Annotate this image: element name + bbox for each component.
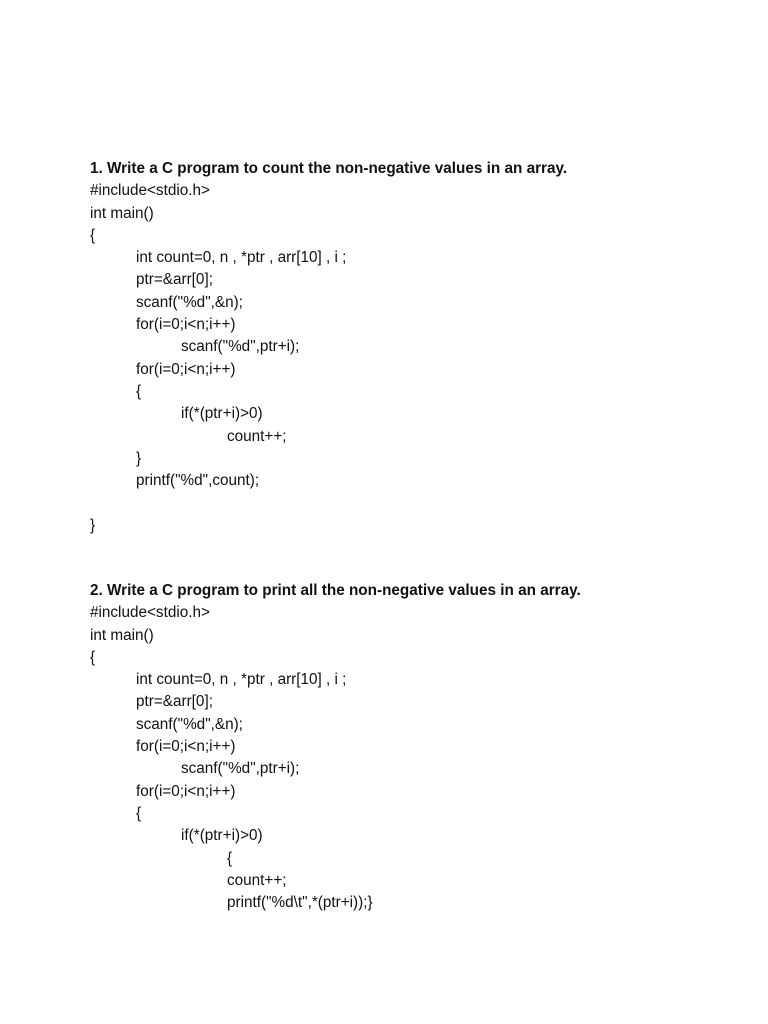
blank-line (90, 492, 750, 514)
code-line: { (136, 382, 142, 400)
code-line: int main() (90, 626, 154, 644)
code-line: { (227, 849, 233, 867)
code-line: #include<stdio.h> (90, 604, 210, 622)
code-line: printf("%d\t",*(ptr+i));} (227, 894, 373, 912)
code-line: for(i=0;i<n;i++) (136, 782, 236, 800)
question-heading: 1. Write a C program to count the non-negative values in an array. (90, 160, 568, 177)
code-line: } (136, 449, 142, 467)
code-line: #include<stdio.h> (90, 182, 210, 200)
code-line: for(i=0;i<n;i++) (136, 738, 236, 756)
code-line: if(*(ptr+i)>0) (181, 405, 263, 423)
question-1 (90, 158, 750, 537)
code-line: } (90, 516, 96, 534)
code-line: int count=0, n , *ptr , arr[10] , i ; (136, 671, 347, 689)
code-line: ptr=&arr[0]; (136, 271, 213, 289)
code-line: ptr=&arr[0]; (136, 693, 213, 711)
code-line: for(i=0;i<n;i++) (136, 360, 236, 378)
code-line: int main() (90, 204, 154, 222)
code-line: for(i=0;i<n;i++) (136, 316, 236, 334)
code-line: { (90, 226, 96, 244)
code-line: printf("%d",count); (136, 472, 260, 490)
code-line: count++; (227, 427, 287, 445)
code-line: scanf("%d",ptr+i); (181, 338, 300, 356)
code-line: count++; (227, 871, 287, 889)
code-line: if(*(ptr+i)>0) (181, 827, 263, 845)
question-2 (90, 580, 750, 914)
question-heading: 2. Write a C program to print all the non-negative values in an array. (90, 582, 581, 599)
code-line: { (136, 804, 142, 822)
code-line: scanf("%d",&n); (136, 715, 243, 733)
code-line: scanf("%d",&n); (136, 293, 243, 311)
code-line: int count=0, n , *ptr , arr[10] , i ; (136, 249, 347, 267)
code-line: { (90, 648, 96, 666)
code-line: scanf("%d",ptr+i); (181, 760, 300, 778)
